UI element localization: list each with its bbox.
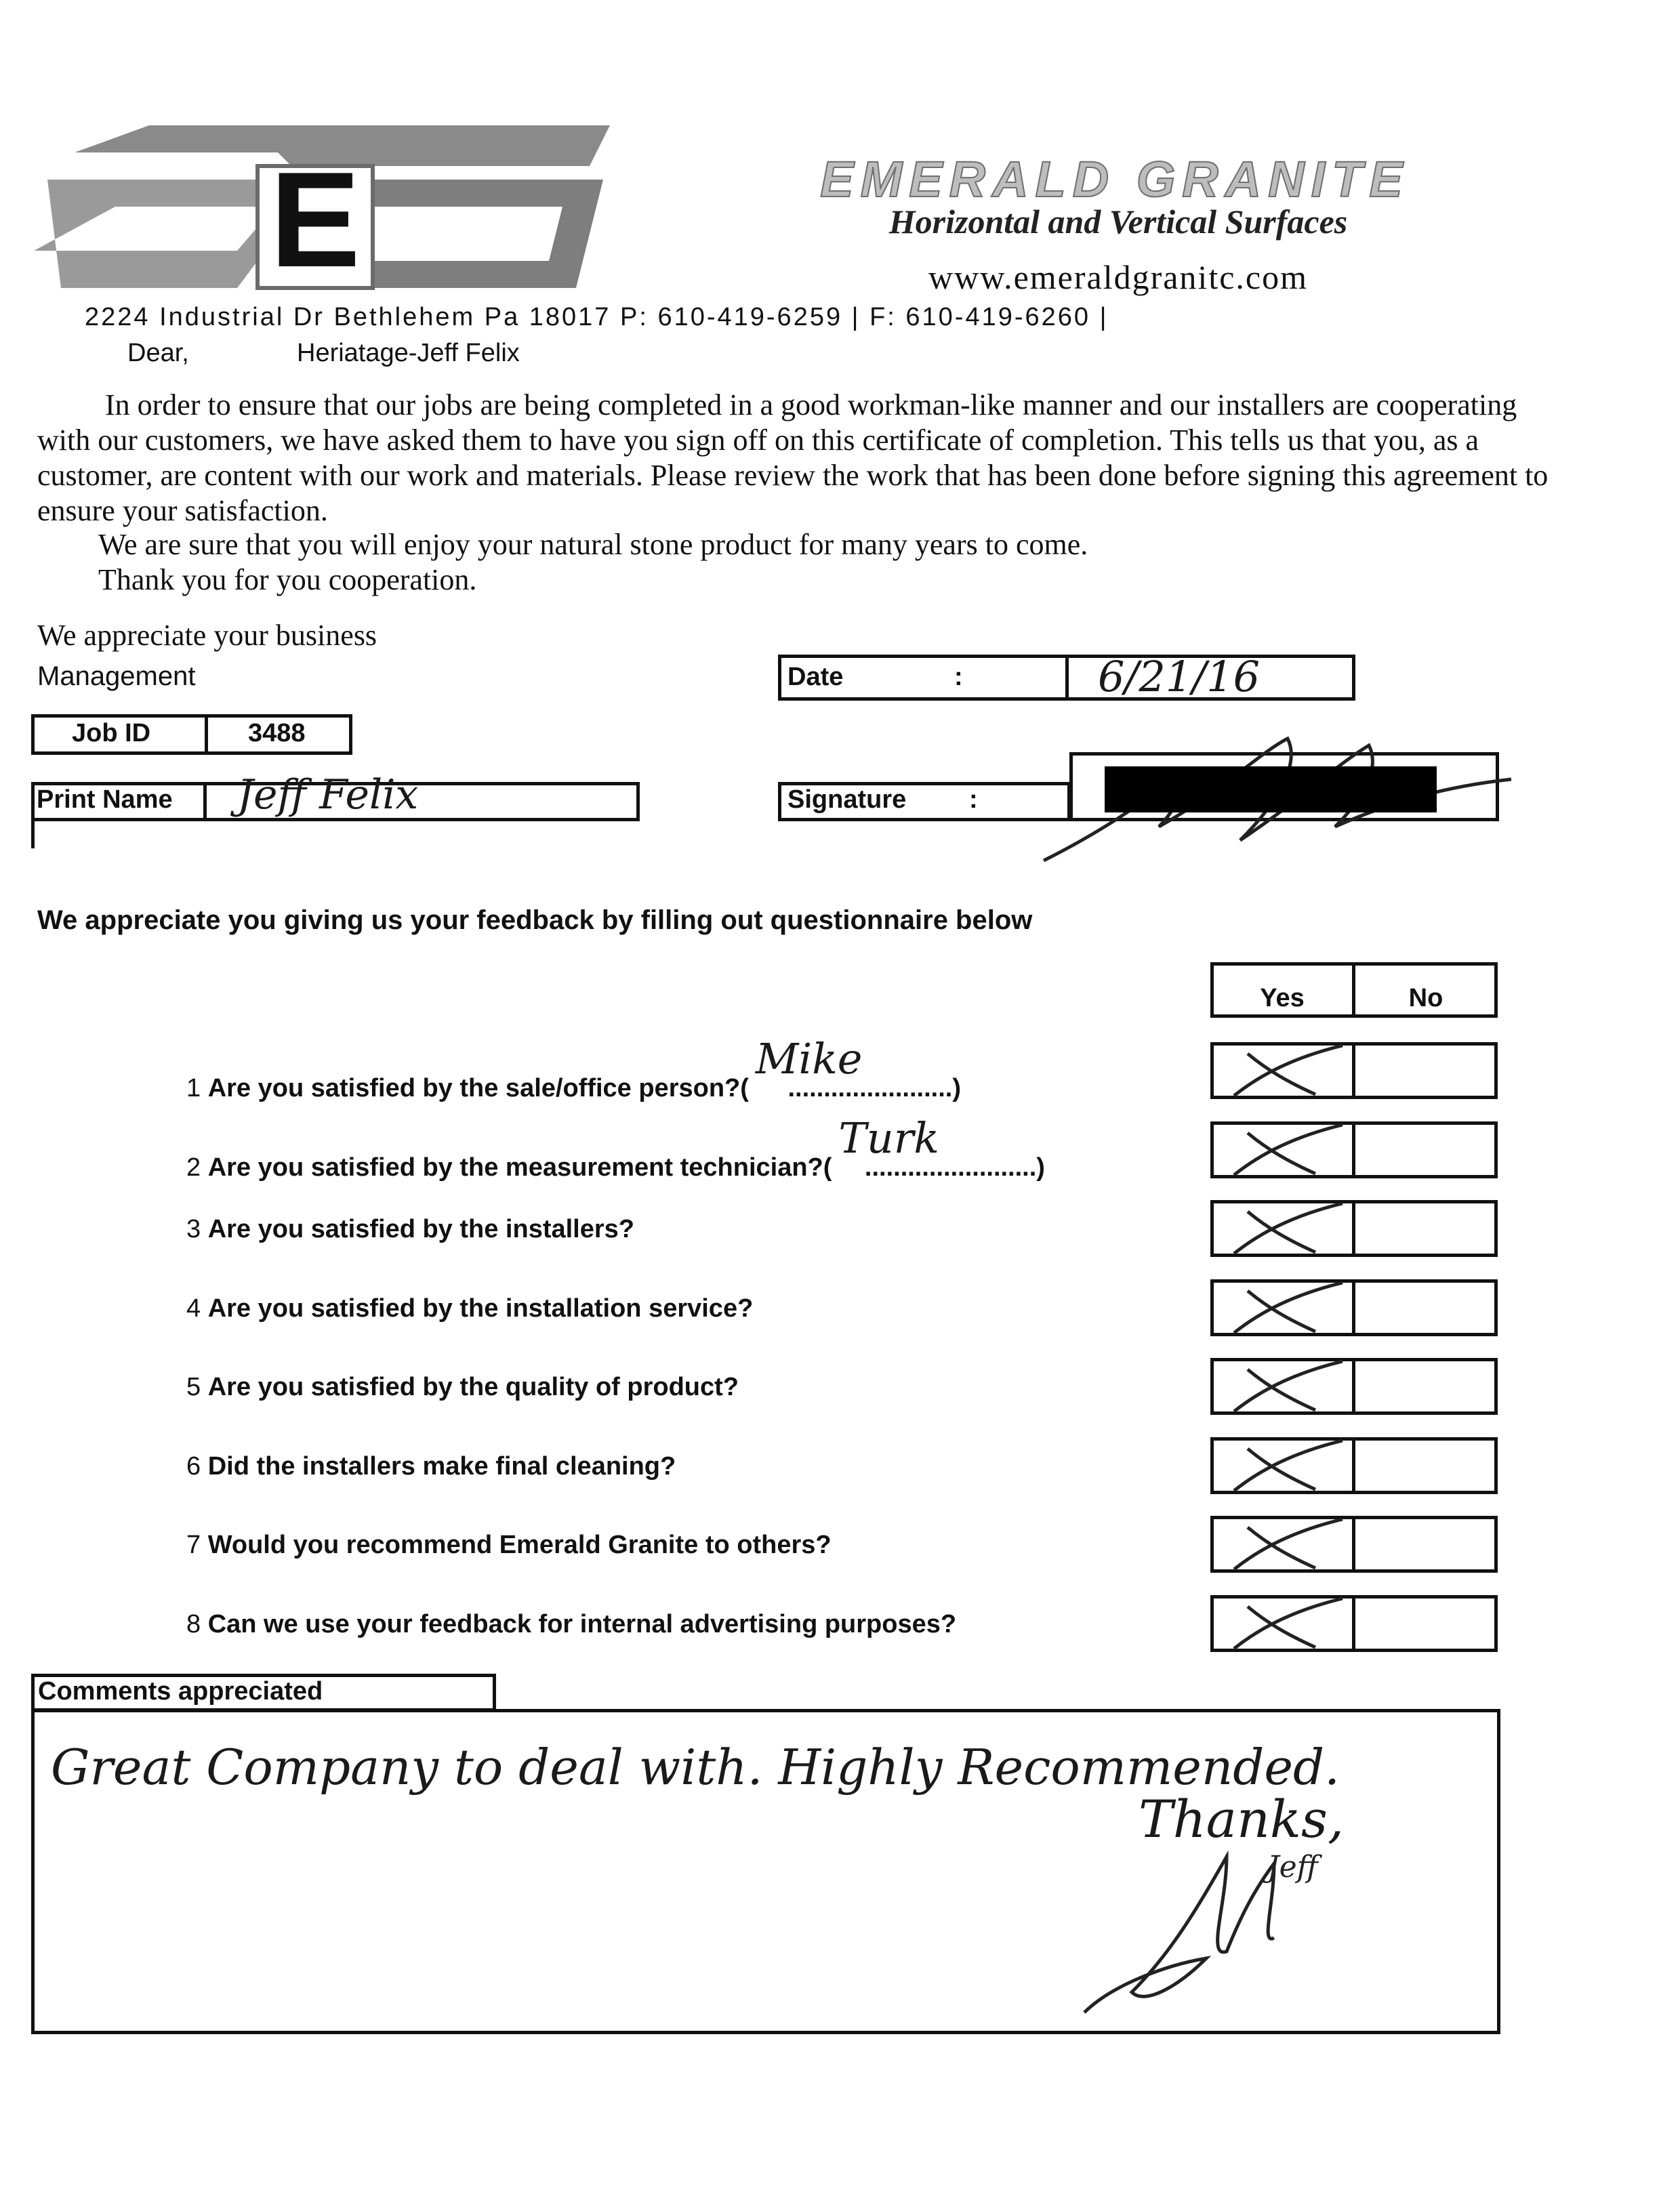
comments-text: Great Company to deal with. Highly Recommended. <box>51 1739 1340 1796</box>
answer-yes-cell-8[interactable] <box>1214 1598 1349 1649</box>
print-name-value[interactable]: Jeff Felix <box>237 771 419 819</box>
question-number: 4 <box>186 1294 201 1323</box>
question-handwritten-name[interactable]: Mike <box>755 1034 863 1083</box>
question-handwritten-name[interactable]: Turk <box>838 1113 939 1163</box>
question-6 <box>186 1452 676 1481</box>
signature-redaction <box>1105 766 1437 812</box>
print-name-divider <box>203 782 207 821</box>
company-website: www.emeraldgranitc.com <box>928 258 1308 296</box>
answer-no-cell-7[interactable] <box>1355 1519 1491 1569</box>
print-name-tail <box>31 821 35 848</box>
date-label: Date <box>787 663 844 691</box>
check-x-mark-icon <box>1214 1277 1349 1338</box>
job-id-value: 3488 <box>248 719 306 747</box>
question-text: Did the installers make final cleaning? <box>207 1452 676 1481</box>
comments-signature <box>1071 1850 1342 2026</box>
question-number: 5 <box>186 1373 201 1401</box>
appreciation-line: We appreciate your business <box>37 619 377 652</box>
company-logo <box>34 125 617 295</box>
question-number: 1 <box>186 1074 201 1102</box>
company-name: EMERALD GRANITE <box>820 151 1410 207</box>
answer-no-cell-6[interactable] <box>1355 1441 1491 1491</box>
answer-yes-cell-6[interactable] <box>1214 1441 1349 1491</box>
question-number: 2 <box>186 1153 201 1182</box>
question-1 <box>186 1034 961 1107</box>
answer-yes-cell-7[interactable] <box>1214 1519 1349 1569</box>
question-7 <box>186 1531 832 1560</box>
letter-paragraph-2: We are sure that you will enjoy your natural stone product for many years to come. <box>98 528 1088 561</box>
check-x-mark-icon <box>1214 1593 1349 1654</box>
no-column-label: No <box>1408 984 1443 1012</box>
answer-yes-cell-3[interactable] <box>1214 1203 1349 1254</box>
check-x-mark-icon <box>1214 1514 1349 1575</box>
check-x-mark-icon <box>1214 1356 1349 1417</box>
question-5 <box>186 1373 739 1402</box>
check-x-mark-icon <box>1214 1435 1349 1496</box>
question-text: Would you recommend Emerald Granite to others? <box>207 1531 832 1559</box>
answer-no-cell-4[interactable] <box>1355 1283 1491 1333</box>
answer-no-cell-1[interactable] <box>1355 1046 1491 1096</box>
date-value[interactable]: 6/21/16 <box>1098 652 1261 701</box>
question-number: 6 <box>186 1452 201 1481</box>
question-number: 7 <box>186 1531 201 1559</box>
check-x-mark-icon <box>1214 1040 1349 1101</box>
answer-no-cell-8[interactable] <box>1355 1598 1491 1649</box>
check-x-mark-icon <box>1214 1198 1349 1259</box>
feedback-heading: We appreciate you giving us your feedback by filling out questionnaire below <box>37 905 1033 935</box>
yes-column-label: Yes <box>1260 984 1305 1012</box>
date-colon: : <box>954 663 963 691</box>
answer-yes-cell-5[interactable] <box>1214 1361 1349 1411</box>
print-name-label: Print Name <box>37 785 173 814</box>
question-number: 8 <box>186 1610 201 1638</box>
comments-signature-text: Jeff <box>1267 1850 1318 1884</box>
date-divider <box>1065 655 1069 701</box>
question-text: Are you satisfied by the installers? <box>207 1215 635 1243</box>
management-line: Management <box>37 661 196 691</box>
question-number: 3 <box>186 1215 201 1243</box>
answer-yes-cell-4[interactable] <box>1214 1283 1349 1333</box>
answer-yes-cell-1[interactable] <box>1214 1046 1349 1096</box>
company-address: 2224 Industrial Dr Bethlehem Pa 18017 P: 610-419-6259 | F: 610-419-6260 | <box>85 303 1109 331</box>
question-text: Are you satisfied by the sale/office person?( <box>207 1074 749 1102</box>
question-text: Are you satisfied by the quality of product? <box>207 1373 739 1401</box>
salutation: Dear, <box>127 339 189 367</box>
comments-label: Comments appreciated <box>38 1677 323 1706</box>
question-dotted-tail: ........................) <box>864 1153 1045 1182</box>
signature-label: Signature <box>787 785 907 814</box>
question-4 <box>186 1294 753 1323</box>
question-text: Are you satisfied by the measurement technician?( <box>207 1153 832 1182</box>
question-2 <box>186 1113 1045 1186</box>
check-x-mark-icon <box>1214 1119 1349 1180</box>
comments-signoff: Thanks, <box>1139 1789 1345 1849</box>
letter-paragraph-1: In order to ensure that our jobs are being completed in a good workman-like manner and our installers are cooperating with our customers, we have asked them to have you sign off on this certificate of completion. This tells us that you, as a customer, are content with our work and materials. Please review the work that has been done before signing this agreement to ensure your satisfaction. <box>37 388 1549 527</box>
company-tagline: Horizontal and Vertical Surfaces <box>888 203 1348 241</box>
recipient-name: Heriatage-Jeff Felix <box>297 339 520 367</box>
question-8 <box>186 1610 956 1639</box>
question-text: Are you satisfied by the installation service? <box>207 1294 754 1323</box>
question-text: Can we use your feedback for internal advertising purposes? <box>207 1610 957 1638</box>
question-3 <box>186 1215 634 1244</box>
answer-no-cell-2[interactable] <box>1355 1125 1491 1175</box>
logo-letter: E <box>270 144 361 295</box>
answer-no-cell-5[interactable] <box>1355 1361 1491 1411</box>
answer-yes-cell-2[interactable] <box>1214 1125 1349 1175</box>
job-id-divider <box>205 714 208 755</box>
question-dotted-tail: .......................) <box>787 1074 961 1102</box>
letter-paragraph-3: Thank you for you cooperation. <box>98 563 477 596</box>
signature-colon: : <box>969 785 978 814</box>
answer-no-cell-3[interactable] <box>1355 1203 1491 1254</box>
job-id-label: Job ID <box>72 719 151 747</box>
